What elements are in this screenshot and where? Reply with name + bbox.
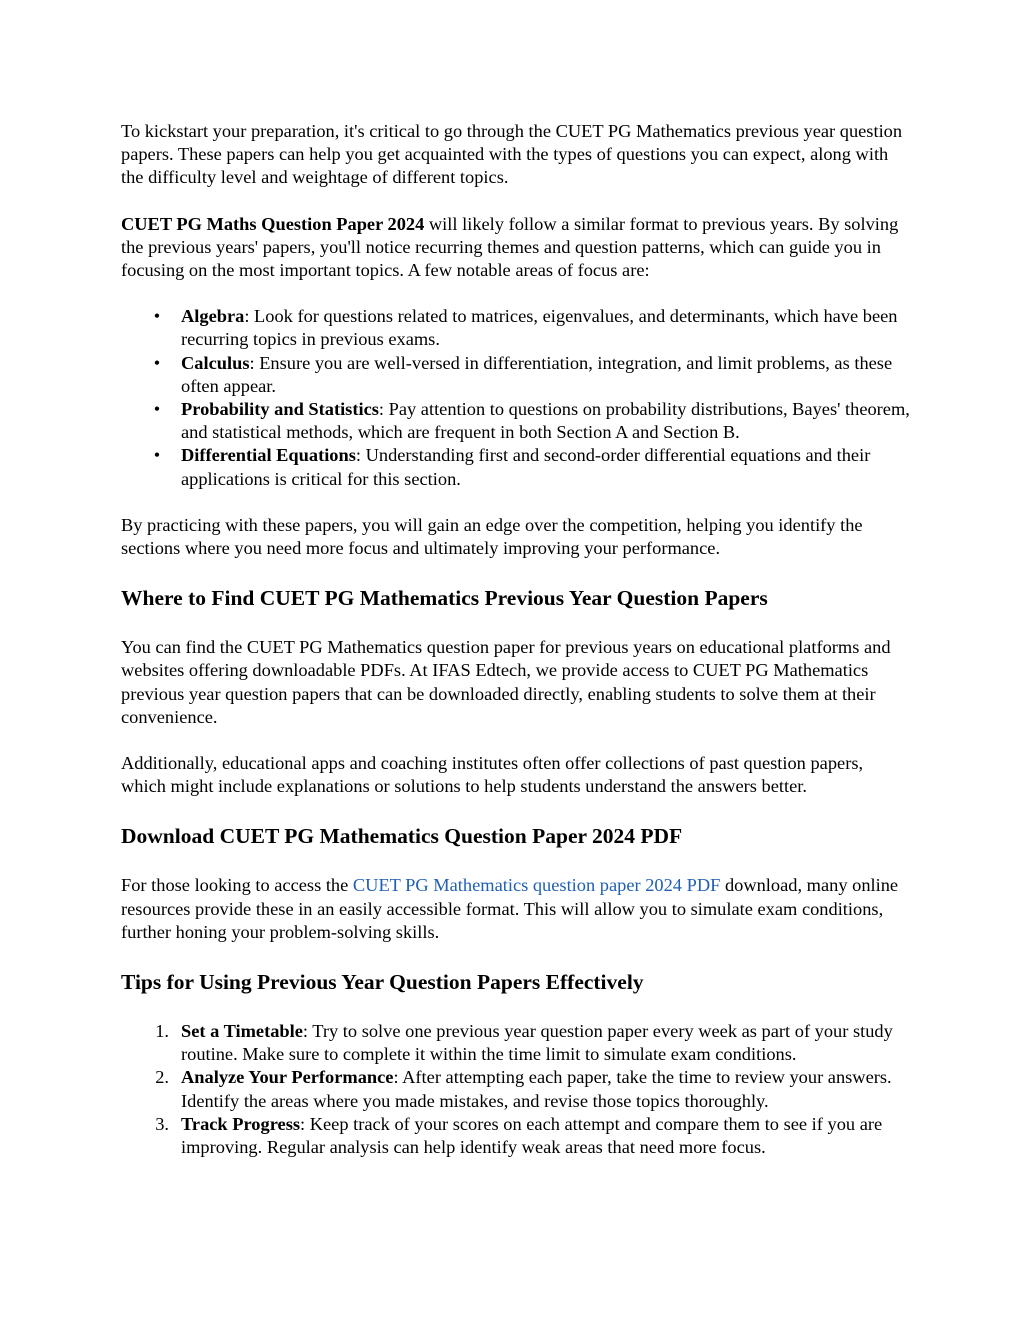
tip-term: Set a Timetable: [181, 1021, 303, 1042]
tip-term: Track Progress: [181, 1113, 301, 1134]
focus-term: Algebra: [181, 306, 245, 327]
list-item: [121, 1020, 911, 1066]
heading-download: Download CUET PG Mathematics Question Paper 2024 PDF: [121, 824, 683, 849]
document-page: [121, 120, 911, 1159]
bullet-icon: •: [153, 352, 161, 373]
intro-paragraph: To kickstart your preparation, it's critical to go through the CUET PG Mathematics previous year question papers. These papers can help you get acquainted with the types of questions you can expect, along with the difficulty level and weightage of different topics.: [121, 121, 903, 188]
item-number: 3.: [155, 1113, 169, 1134]
focus-term: Probability and Statistics: [181, 399, 379, 420]
paper-2024-text: will likely follow a similar format to previous years. By solving the previous years' papers, you'll notice recurring themes and question patterns, which can guide you in focusing on the most important topics. A few notable areas of focus are:: [121, 213, 899, 281]
tip-text: : Try to solve one previous year question paper every week as part of your study routine. Make sure to complete it within the time limit to simulate exam conditions.: [181, 1021, 893, 1065]
pdf-download-link[interactable]: CUET PG Mathematics question paper 2024 PDF: [352, 875, 721, 896]
download-text-before: For those looking to access the: [121, 875, 353, 896]
download-paragraph: [121, 874, 911, 944]
focus-text: : Look for questions related to matrices, eigenvalues, and determinants, which have been recurring topics in previous exams.: [181, 306, 898, 350]
paper-2024-paragraph: [121, 213, 911, 283]
focus-text: : Ensure you are well-versed in differentiation, integration, and limit problems, as these often appear.: [181, 352, 893, 396]
list-item: [121, 305, 911, 351]
item-number: 2.: [155, 1067, 169, 1088]
find-paragraph: You can find the CUET PG Mathematics question paper for previous years on educational platforms and websites offering downloadable PDFs. At IFAS Edtech, we provide access to CUET PG Mathematics previous year question papers that can be downloaded directly, enabling students to solve them at their convenience.: [121, 637, 891, 727]
tip-text: : After attempting each paper, take the time to review your answers. Identify the areas where you made mistakes, and revise those topics thoroughly.: [181, 1067, 892, 1111]
heading-tips: Tips for Using Previous Year Question Papers Effectively: [121, 970, 644, 995]
bullet-icon: •: [153, 306, 161, 327]
focus-text: : Understanding first and second-order differential equations and their applications is critical for this section.: [181, 445, 871, 489]
bullet-icon: •: [153, 399, 161, 420]
tip-term: Analyze Your Performance: [181, 1067, 394, 1088]
focus-areas-list: [121, 305, 911, 491]
focus-text: : Pay attention to questions on probability distributions, Bayes' theorem, and statistical methods, which are frequent in both Section A and Section B.: [181, 399, 910, 443]
list-item: [121, 1113, 911, 1159]
list-item: [121, 352, 911, 398]
bullet-icon: •: [153, 445, 161, 466]
practice-paragraph: By practicing with these papers, you will gain an edge over the competition, helping you identify the sections where you need more focus and ultimately improving your performance.: [121, 514, 863, 559]
heading-where-to-find: Where to Find CUET PG Mathematics Previous Year Question Papers: [121, 586, 768, 611]
list-item: [121, 444, 911, 490]
tips-list: [121, 1020, 911, 1159]
list-item: [121, 1066, 911, 1112]
focus-term: Differential Equations: [181, 445, 356, 466]
item-number: 1.: [155, 1021, 169, 1042]
download-text-after: download, many online resources provide these in an easily accessible format. This will allow you to simulate exam conditions, further honing your problem-solving skills.: [121, 875, 899, 942]
paper-2024-bold: CUET PG Maths Question Paper 2024: [121, 213, 425, 234]
list-item: [121, 398, 911, 444]
apps-paragraph: Additionally, educational apps and coaching institutes often offer collections of past question papers, which might include explanations or solutions to help students understand the answers better.: [121, 753, 864, 797]
tip-text: : Keep track of your scores on each attempt and compare them to see if you are improving. Regular analysis can help identify weak areas that need more focus.: [181, 1113, 883, 1158]
focus-term: Calculus: [181, 352, 250, 373]
